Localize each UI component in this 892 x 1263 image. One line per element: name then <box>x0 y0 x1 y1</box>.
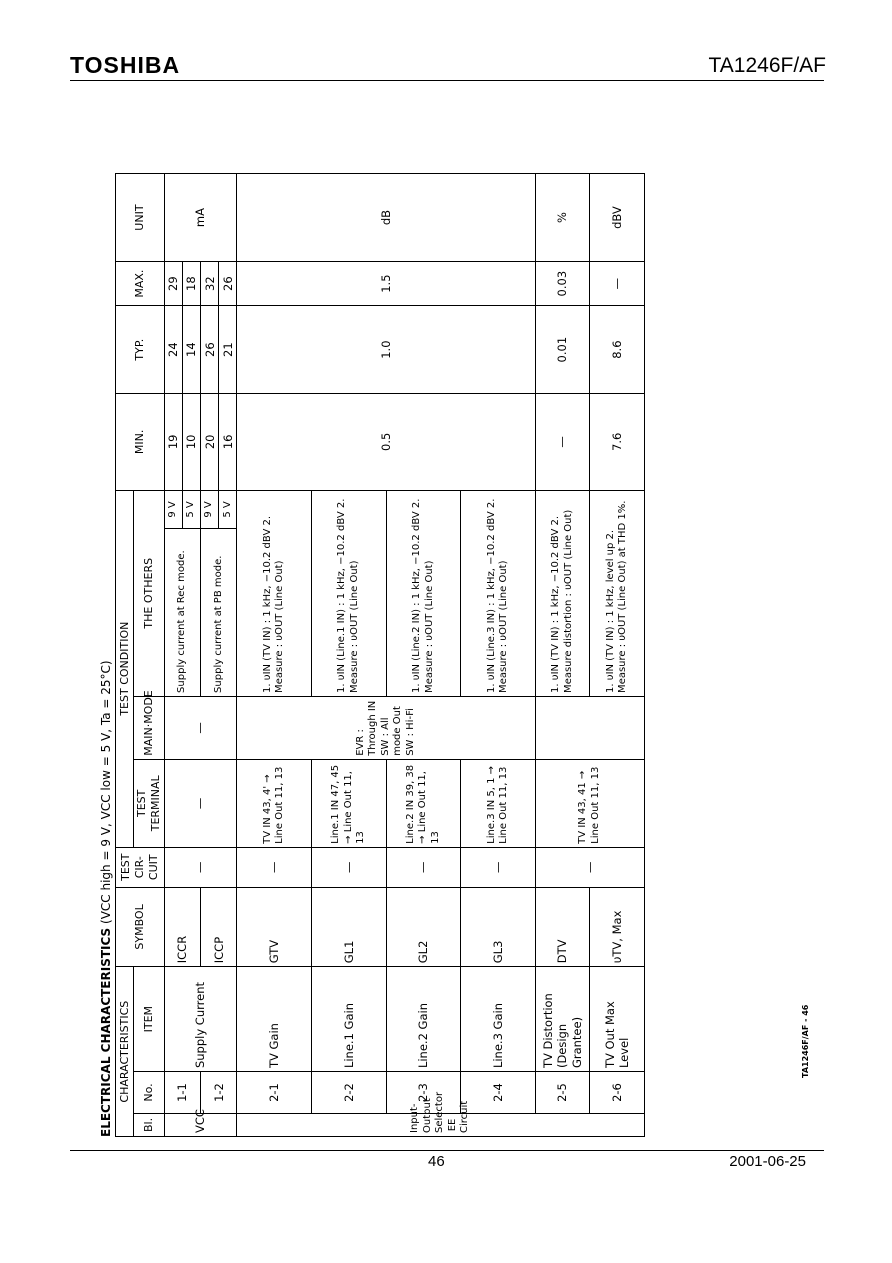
row-item: Line.2 Gain <box>386 967 461 1072</box>
row-circuit: — <box>461 847 536 887</box>
gain-min: 0.5 <box>237 394 536 490</box>
row-max: 32 <box>201 262 219 306</box>
row-others: 1. υIN (TV IN) : 1 kHz, −10.2 dBV 2. Measure distortion : υOUT (Line Out) <box>535 490 589 696</box>
hdr-min: MIN. <box>116 394 165 490</box>
row-typ: 24 <box>164 306 182 394</box>
row-symbol: GL2 <box>386 887 461 967</box>
row-no: 2-6 <box>590 1072 645 1114</box>
header-rule <box>70 80 824 81</box>
row-item: Line.3 Gain <box>461 967 536 1072</box>
hdr-symbol: SYMBOL <box>116 887 165 967</box>
row-others: Supply current at Rec mode. <box>164 529 200 697</box>
hdr-characteristics: CHARACTERISTICS <box>116 967 134 1137</box>
row-unit: dBV <box>590 174 645 262</box>
row-circuit: — <box>535 847 644 887</box>
row-circuit: — <box>312 847 387 887</box>
electrical-characteristics-table <box>115 173 645 1137</box>
caption-title: ELECTRICAL CHARACTERISTICS <box>99 927 113 1137</box>
rotated-table-page <box>97 173 647 1137</box>
row-terminal: Line.2 IN 39, 38 → Line Out 11, 13 <box>386 759 461 847</box>
row-symbol: GL1 <box>312 887 387 967</box>
row-terminal: Line.1 IN 47, 45 → Line Out 11, 13 <box>312 759 387 847</box>
row-v: 9 V <box>201 490 219 529</box>
footer-rule <box>70 1150 824 1151</box>
row-min: 20 <box>201 394 219 490</box>
row-others: Supply current at PB mode. <box>201 529 237 697</box>
row-symbol: GTV <box>237 887 312 967</box>
page-number: 46 <box>428 1153 445 1170</box>
caption-conditions: (VCC high = 9 V, VCC low = 5 V, Ta = 25°C) <box>99 660 113 924</box>
hdr-bl: Bl. <box>134 1113 165 1136</box>
row-mode: — <box>164 696 237 759</box>
row-max: 29 <box>164 262 182 306</box>
row-min: 16 <box>219 394 237 490</box>
footer-date: 2001-06-25 <box>729 1153 806 1170</box>
row-circuit: — <box>164 847 237 887</box>
row-no: 2-3 <box>386 1072 461 1114</box>
row-no: 1-1 <box>164 1072 200 1114</box>
toshiba-logo: TOSHIBA <box>70 52 181 78</box>
row-item: Line.1 Gain <box>312 967 387 1072</box>
row-typ: 26 <box>201 306 219 394</box>
row-no: 2-4 <box>461 1072 536 1114</box>
row-others: 1. υIN (Line.1 IN) : 1 kHz, −10.2 dBV 2. Measure : υOUT (Line Out) <box>312 490 387 696</box>
row-terminal: — <box>164 759 237 847</box>
doc-id: TA1246F/AF - 46 <box>801 1004 810 1078</box>
row-v: 5 V <box>219 490 237 529</box>
row-item: TV Gain <box>237 967 312 1072</box>
hdr-typ: TYP. <box>116 306 165 394</box>
gain-max: 1.5 <box>237 262 536 306</box>
block-vcc: VCC <box>164 1113 237 1136</box>
row-others: 1. υIN (Line.3 IN) : 1 kHz, −10.2 dBV 2. Measure : υOUT (Line Out) <box>461 490 536 696</box>
row-v: 5 V <box>183 490 201 529</box>
hdr-test-terminal: TEST TERMINAL <box>134 759 165 847</box>
row-others: 1. υIN (Line.2 IN) : 1 kHz, −10.2 dBV 2. Measure : υOUT (Line Out) <box>386 490 461 696</box>
row-symbol: υTV, Max <box>590 887 645 967</box>
gain-typ: 1.0 <box>237 306 536 394</box>
part-number: TA1246F/AF <box>708 54 826 77</box>
hdr-test-circuit: TEST CIR- CUIT <box>116 847 165 887</box>
row-mode-empty <box>535 696 644 759</box>
row-item: Supply Current <box>164 967 237 1072</box>
row-v: 9 V <box>164 490 182 529</box>
row-unit: % <box>535 174 589 262</box>
row-typ: 14 <box>183 306 201 394</box>
table-caption <box>97 660 115 1137</box>
row-circuit: — <box>386 847 461 887</box>
block-input-output: Input-Output Selector EE Circuit <box>237 1113 645 1136</box>
row-no: 2-2 <box>312 1072 387 1114</box>
row-no: 2-5 <box>535 1072 589 1114</box>
row-unit: mA <box>164 174 237 262</box>
row-max: 18 <box>183 262 201 306</box>
row-typ: 0.01 <box>535 306 589 394</box>
row-item: TV Out Max Level <box>590 967 645 1072</box>
row-terminal: TV IN 43, 4' → Line Out 11, 13 <box>237 759 312 847</box>
row-terminal: Line.3 IN 5, 1 → Line Out 11, 13 <box>461 759 536 847</box>
row-max: 0.03 <box>535 262 589 306</box>
row-symbol: GL3 <box>461 887 536 967</box>
row-typ: 21 <box>219 306 237 394</box>
row-symbol: ICCP <box>201 887 237 967</box>
hdr-the-others: THE OTHERS <box>134 490 165 696</box>
row-no: 2-1 <box>237 1072 312 1114</box>
hdr-main-mode: MAIN·MODE <box>134 696 165 759</box>
row-symbol: DTV <box>535 887 589 967</box>
row-min: 7.6 <box>590 394 645 490</box>
row-min: 19 <box>164 394 182 490</box>
row-min: 10 <box>183 394 201 490</box>
gain-unit: dB <box>237 174 536 262</box>
row-max: 26 <box>219 262 237 306</box>
row-terminal: TV IN 43, 41 → Line Out 11, 13 <box>535 759 644 847</box>
row-circuit: — <box>237 847 312 887</box>
hdr-test-condition: TEST CONDITION <box>116 490 134 847</box>
gain-mode: EVR : Through IN SW : All mode Out SW : Hi-Fi <box>237 696 536 759</box>
row-item: TV Distortion (Design Grantee) <box>535 967 589 1072</box>
hdr-no: No. <box>134 1072 165 1114</box>
row-typ: 8.6 <box>590 306 645 394</box>
row-max: — <box>590 262 645 306</box>
hdr-max: MAX. <box>116 262 165 306</box>
row-min: — <box>535 394 589 490</box>
hdr-item: ITEM <box>134 967 165 1072</box>
row-symbol: ICCR <box>164 887 200 967</box>
row-others: 1. υIN (TV IN) : 1 kHz, level up 2. Measure : υOUT (Line Out) at THD 1%. <box>590 490 645 696</box>
hdr-unit: UNIT <box>116 174 165 262</box>
row-no: 1-2 <box>201 1072 237 1114</box>
row-others: 1. υIN (TV IN) : 1 kHz, −10.2 dBV 2. Measure : υOUT (Line Out) <box>237 490 312 696</box>
